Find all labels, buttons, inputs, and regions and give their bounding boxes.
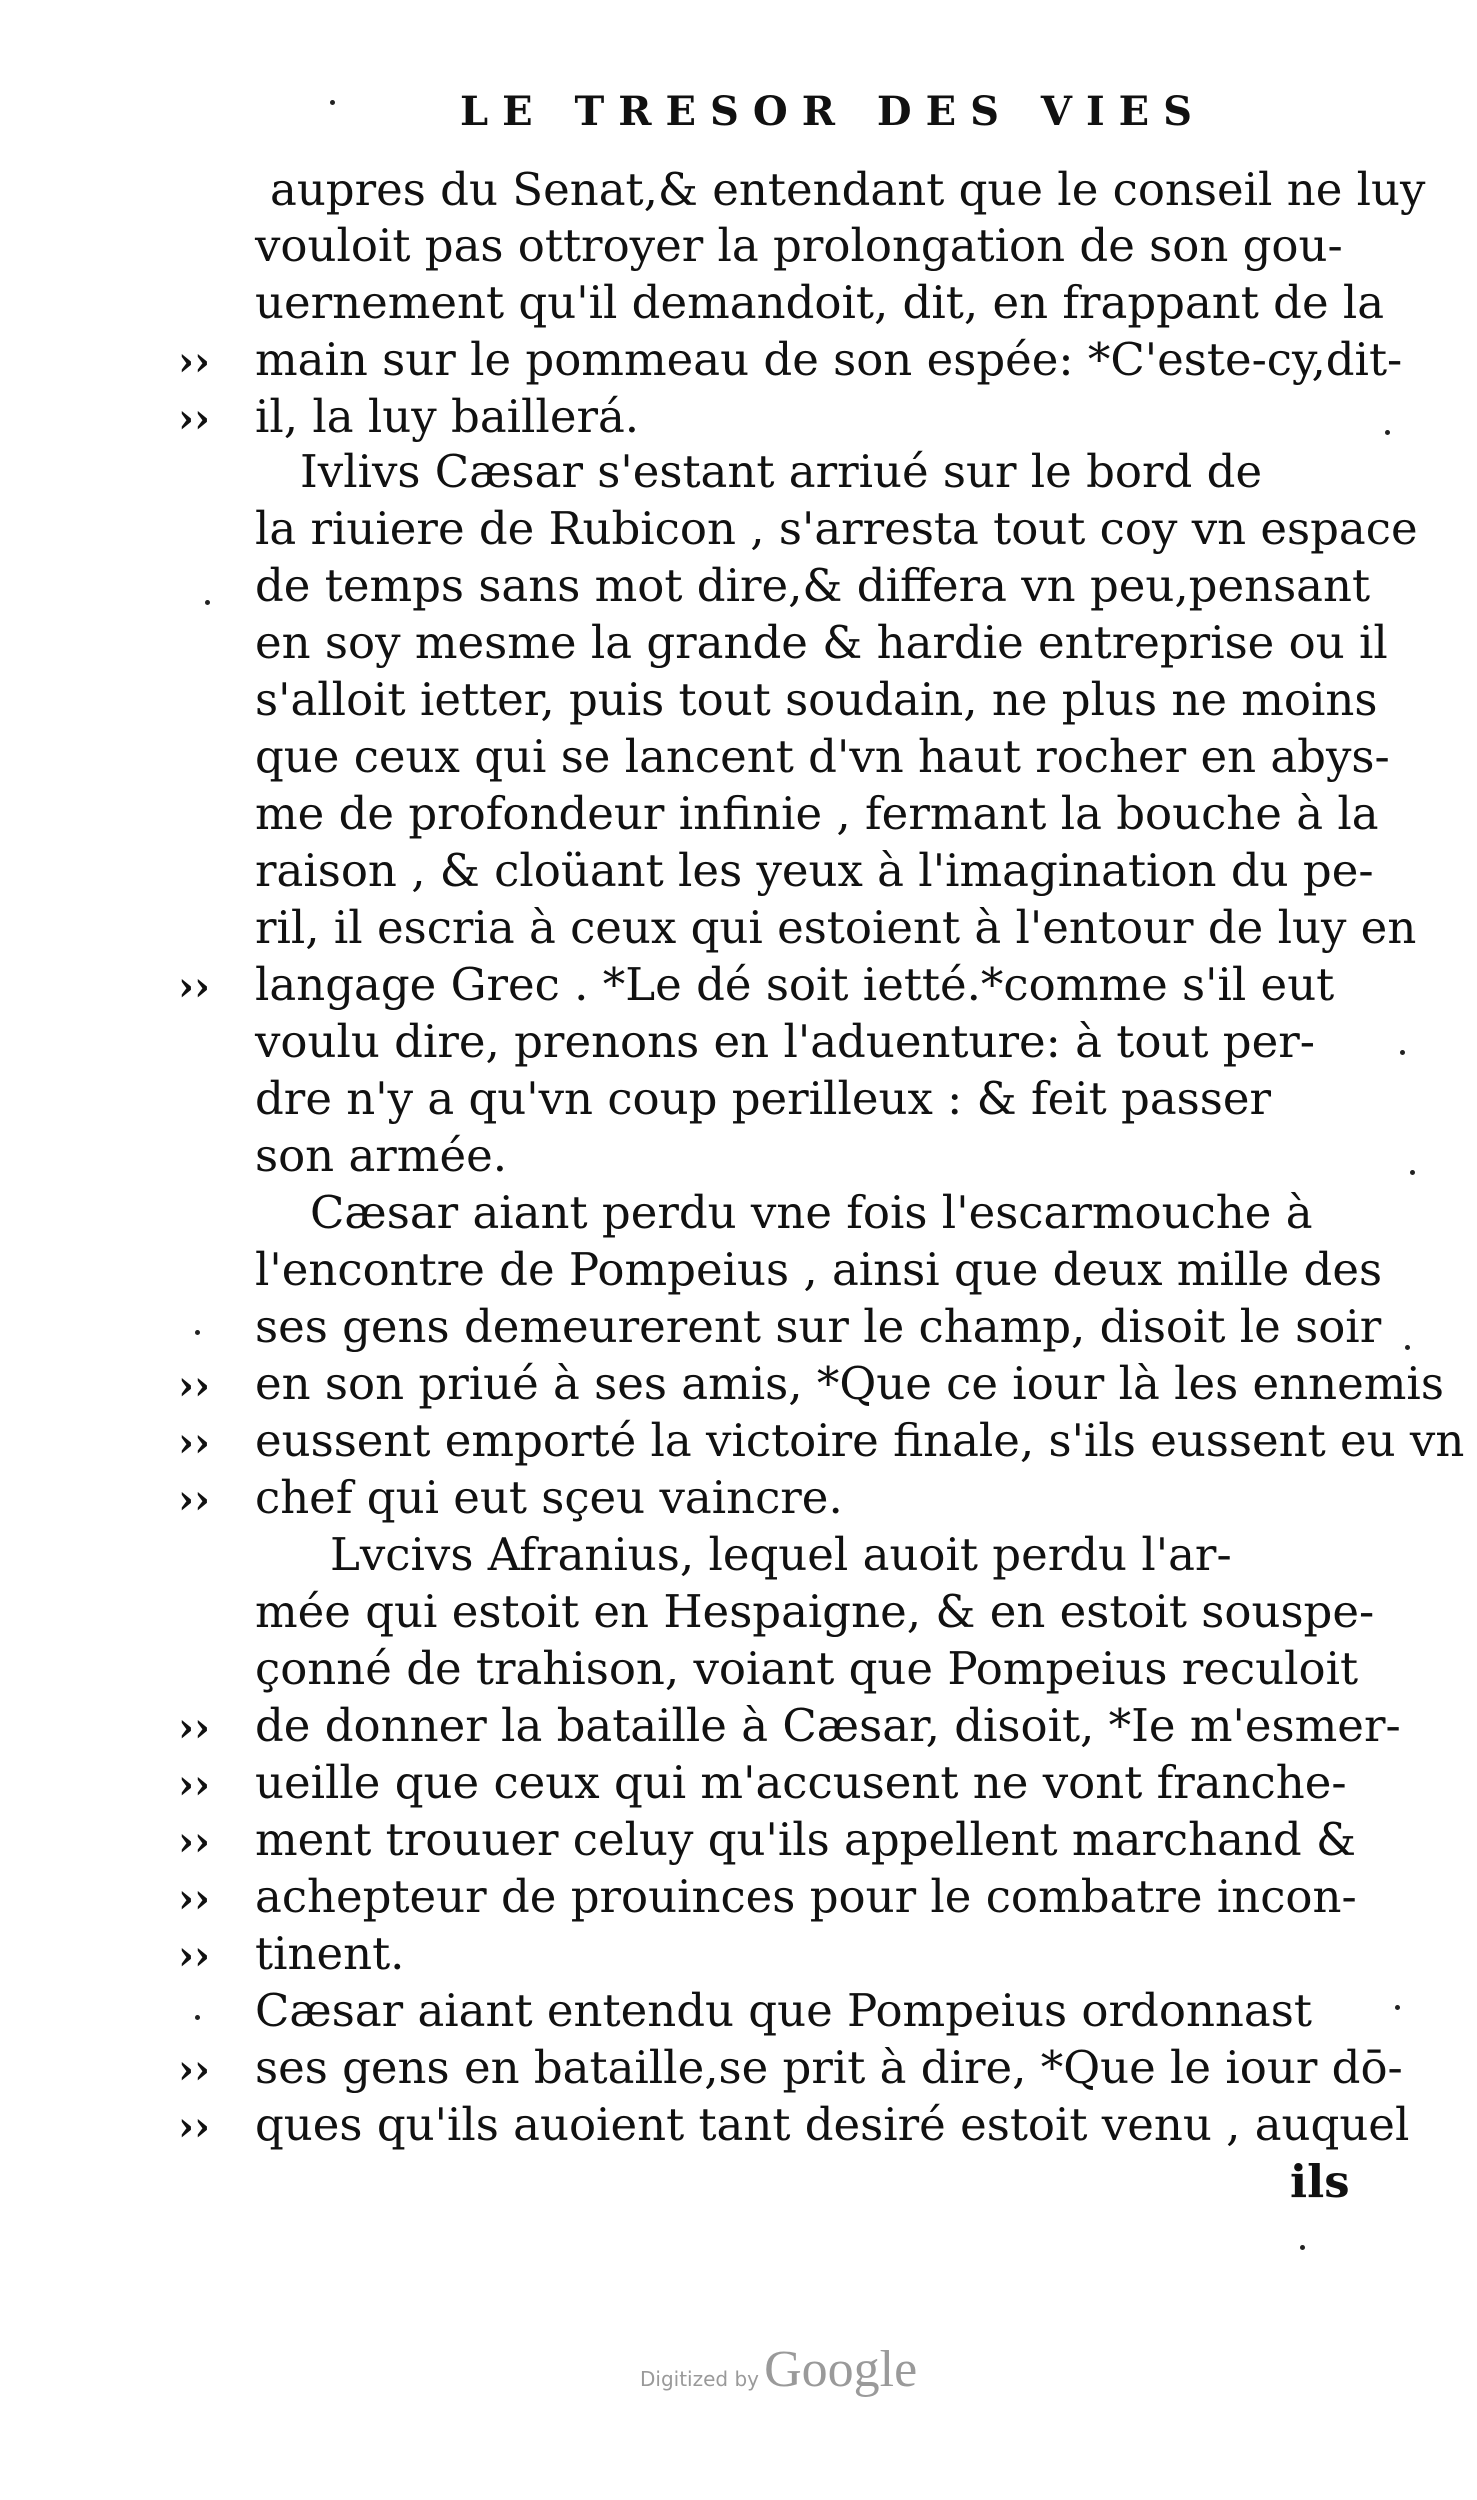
ink-speck [1400,1050,1405,1055]
margin-quote-mark: ›› [178,963,210,1010]
text-line: il, la luy baillerá. [255,390,640,443]
text-line: ueille que ceux qui m'accusent ne vont franche- [255,1756,1347,1809]
text-line: eussent emporté la victoire finale, s'ils eussent eu vn [255,1414,1465,1467]
margin-quote-mark: ›› [178,1419,210,1466]
margin-quote-mark: ›› [178,2103,210,2150]
text-line: main sur le pommeau de son espée: *C'este-cy,dit- [255,333,1403,386]
text-line: me de profondeur infinie , fermant la bouche à la [255,787,1379,840]
text-line: l'encontre de Pompeius , ainsi que deux mille des [255,1243,1383,1296]
text-line: aupres du Senat,& entendant que le conseil ne luy [270,163,1426,216]
text-line: en son priué à ses amis, *Que ce iour là les ennemis [255,1357,1444,1410]
ink-speck [330,100,335,105]
text-line: vouloit pas ottroyer la prolongation de son gou- [255,219,1343,272]
text-line: mée qui estoit en Hespaigne, & en estoit souspe- [255,1585,1375,1638]
text-line: ses gens demeurerent sur le champ, disoit le soir [255,1300,1382,1353]
text-line: chef qui eut sçeu vaincre. [255,1471,843,1524]
text-line: de temps sans mot dire,& differa vn peu,pensant [255,559,1371,612]
ink-speck [1405,1345,1410,1350]
text-line: ses gens en bataille,se prit à dire, *Que le iour dō- [255,2041,1403,2094]
digitized-by-google-watermark [640,2340,917,2399]
text-line: Cæsar aiant entendu que Pompeius ordonnast [255,1984,1312,2037]
text-line: Ivlivs Cæsar s'estant arriué sur le bord de [300,445,1263,498]
google-logo: Google [764,2341,918,2398]
text-line: çonné de trahison, voiant que Pompeius reculoit [255,1642,1359,1695]
margin-quote-mark: ›› [178,1362,210,1409]
text-line: dre n'y a qu'vn coup perilleux : & feit passer [255,1072,1271,1125]
margin-quote-mark: ›› [178,338,210,385]
text-line: ment trouuer celuy qu'ils appellent marchand & [255,1813,1357,1866]
margin-quote-mark: ›› [178,395,210,442]
text-line: son armée. [255,1129,508,1182]
catchword: ils [1290,2155,1350,2208]
ink-speck [195,1330,200,1335]
text-line: Lvcivs Afranius, lequel auoit perdu l'ar- [330,1528,1232,1581]
text-line: uernement qu'il demandoit, dit, en frappant de la [255,276,1385,329]
ink-speck [205,600,210,605]
text-line: de donner la bataille à Cæsar, disoit, *Ie m'esmer- [255,1699,1401,1752]
margin-quote-mark: ›› [178,1818,210,1865]
margin-quote-mark: ›› [178,1704,210,1751]
text-line: ques qu'ils auoient tant desiré estoit venu , auquel [255,2098,1410,2151]
margin-quote-mark: ›› [178,2046,210,2093]
text-line: la riuiere de Rubicon , s'arresta tout coy vn espace [255,502,1418,555]
text-line: ril, il escria à ceux qui estoient à l'entour de luy en [255,901,1417,954]
margin-quote-mark: ›› [178,1932,210,1979]
ink-speck [1300,2245,1305,2250]
margin-quote-mark: ›› [178,1875,210,1922]
margin-quote-mark: ›› [178,1476,210,1523]
text-line: langage Grec . *Le dé soit ietté.*comme s'il eut [255,958,1335,1011]
text-line: tinent. [255,1927,405,1980]
ink-speck [195,2015,200,2020]
ink-speck [1395,2005,1400,2010]
running-head: LE TRESOR DES VIES [460,88,1207,135]
text-line: que ceux qui se lancent d'vn haut rocher en abys- [255,730,1390,783]
text-line: voulu dire, prenons en l'aduenture: à tout per- [255,1015,1315,1068]
text-line: en soy mesme la grande & hardie entreprise ou il [255,616,1388,669]
digitized-by-label: Digitized by [640,2367,759,2391]
ink-speck [1385,430,1390,435]
text-line: raison , & cloüant les yeux à l'imagination du pe- [255,844,1374,897]
margin-quote-mark: ›› [178,1761,210,1808]
text-line: Cæsar aiant perdu vne fois l'escarmouche à [310,1186,1313,1239]
text-line: s'alloit ietter, puis tout soudain, ne plus ne moins [255,673,1378,726]
ink-speck [1410,1170,1415,1175]
text-line: achepteur de prouinces pour le combatre incon- [255,1870,1357,1923]
